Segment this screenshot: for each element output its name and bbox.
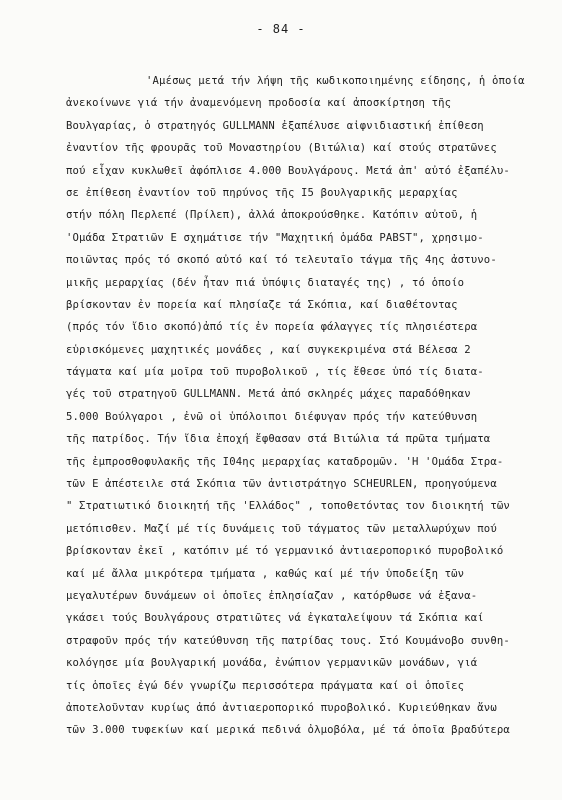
page-number: - 84 - (256, 22, 306, 36)
text-line: τάγματα καί μία μοῖρα τοῦ πυροβολικοῦ , τίς ἔθεσε ὑπό τίς διατα- (66, 366, 484, 379)
text-line: μικῆς μεραρχίας (δέν ἦταν πιά ὑπόψις διαταγές της) , τό ὁποίο (66, 276, 465, 289)
body-text (66, 70, 542, 742)
text-line: μετόπισθεν. Μαζί μέ τίς δυνάμεις τοῦ τάγματος τῶν μεταλλωρύχων πού (66, 522, 497, 535)
text-line: βρίσκονταν ἐκεῖ , κατόπιν μέ τό γερμανικό ἀντιαεροπορικό πυροβολικό (66, 545, 504, 558)
text-line: εὑρισκόμενες μαχητικές μονάδες , καί συγκεκριμένα στά Βέλεσα 2 (66, 343, 471, 356)
text-line: ποιῶντας πρός τό σκοπό αὐτό καί τό τελευταῖο τάγμα τῆς 4ης ἀστυνο- (66, 254, 497, 267)
text-line: στήν πόλη Περλεπέ (Πρίλεπ), ἀλλά ἀποκρούσθηκε. Κατόπιν αὐτοῦ, ἡ (66, 209, 478, 222)
text-line: " Στρατιωτικό διοικητή τῆς 'Ελλάδος" , τοποθετόντας τον διοικητή τῶν (66, 500, 510, 513)
text-line: 5.000 Βούλγαροι , ἐνῶ οἱ ὑπόλοιποι διέφυγαν πρός τήν κατεύθυνση (66, 410, 478, 423)
text-line: τῶν 3.000 τυφεκίων καί μερικά πεδινά ὀλμοβόλα, μέ τά ὁποῖα βραδύτερα (66, 724, 510, 737)
text-line: μεγαλυτέρων δυνάμεων οἱ ὁποῖες ἐπλησίαζαν , κατόρθωσε νά ἐξανα- (66, 589, 478, 602)
text-line: τίς ὁποῖες ἐγώ δέν γνωρίζω περισσότερα πράγματα καί οἱ ὁποῖες (66, 679, 465, 692)
text-line: σε ἐπίθεση ἐναντίον τοῦ πηρύνος τῆς I5 βουλγαρικῆς μεραρχίας (66, 186, 458, 199)
text-line: ἐναντίον τῆς φρουρᾶς τοῦ Μοναστηρίου (Βιτώλια) καί στούς στρατῶνες (66, 142, 497, 155)
text-line: Βουλγαρίας, ὁ στρατηγός GULLMANN ἐξαπέλυσε αἰφνιδιαστική ἐπίθεση (66, 119, 484, 132)
text-line: κολόγησε μία βουλγαρική μονάδα, ἐνώπιον γερμανικῶν μονάδων, γιά (66, 657, 478, 670)
text-line: τῆς πατρίδος. Τήν ἴδια ἐποχή ἔφθασαν στά Βιτώλια τά πρῶτα τμήματα (66, 433, 491, 446)
text-line: ἀποτελοῦνταν κυρίως ἀπό ἀντιαεροπορικό πυροβολικό. Κυριεύθηκαν ἄνω (66, 701, 497, 714)
text-line: τῶν Ε ἀπέστειλε στά Σκόπια τῶν ἀντιστράτηγο SCHEURLEN, προηγούμενα (66, 478, 497, 491)
text-line: 'Αμέσως μετά τήν λήψη τῆς κωδικοποιημένης είδησης, ἡ ὁποία (146, 75, 525, 87)
text-line: πού εἶχαν κυκλωθεῖ ἀφόπλισε 4.000 Βουλγάρους. Μετά ἀπ' αὐτό ἐξαπέλυ- (66, 164, 510, 177)
text-line: βρίσκονταν ἐν πορεία καί πλησίαζε τά Σκόπια, καί διαθέτοντας (66, 298, 458, 311)
text-line: τῆς ἐμπροσθοφυλακῆς τῆς I04ης μεραρχίας καταδρομῶν. 'Η 'Ομάδα Στρα- (66, 455, 504, 468)
text-line: γές τοῦ στρατηγοῦ GULLMANN. Μετά ἀπό σκληρές μάχες παραδόθηκαν (66, 388, 471, 401)
text-line: στραφοῦν πρός τήν κατεύθυνση τῆς πατρίδας τους. Στό Κουμάνοβο συνθη- (66, 634, 510, 647)
text-line: (πρός τόν ἴδιο σκοπό)ἀπό τίς ἐν πορεία φάλαγγες τίς πλησιέστερα (66, 321, 478, 334)
text-line: 'Ομάδα Στρατιῶν Ε σχημάτισε τήν "Μαχητική ὁμάδα PABST", χρησιμο- (66, 231, 484, 244)
text-line: γκάσει τούς Βουλγάρους στρατιῶτες νά ἐγκαταλείψουν τά Σκόπια καί (66, 612, 484, 625)
text-line: ἀνεκοίνωνε γιά τήν ἀναμενόμενη προδοσία καί ἀποσκίρτηση τῆς (66, 97, 452, 110)
text-line: καί μέ ἄλλα μικρότερα τμήματα , καθώς καί μέ τήν ὑποδείξη τῶν (66, 567, 465, 580)
